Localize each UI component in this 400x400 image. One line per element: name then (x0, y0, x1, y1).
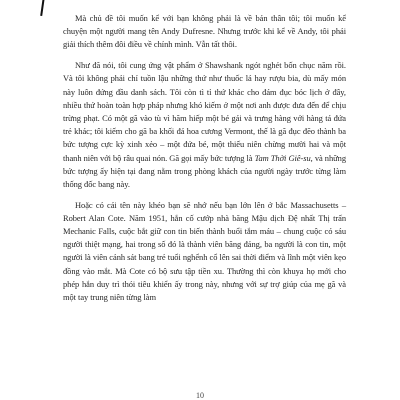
paragraph-text: Mà chủ đề tôi muốn kể với bạn không phải là về bản thân tôi; tôi muốn kể chuyện một người mang tên Andy Dufresne. Nhưng trước khi kể về Andy, tôi phải giải thích thêm đôi điều về chính mình. Vẫn tất thôi. (63, 13, 346, 50)
paragraph-text: , và những bức tượng ấy hiện tại đang nằm trong phòng khách của người ngày trước từng làm thống đốc bang này. (63, 152, 346, 189)
body-text (63, 12, 346, 312)
paragraph (63, 59, 346, 191)
binding-shadow-mark (40, 0, 46, 16)
paragraph-text: Như đã nói, tôi cung ứng vật phẩm ở Shawshank ngót nghét bốn chục năm rồi. Và tôi không phải chỉ tuồn lậu những thứ như thuốc lá hay rượu bia, dù mấy món này luôn đứng đầu danh sách. Tôi còn tì tỉ thứ khác cho đám đục bóc lịch ở đây, nhiều thứ hoàn toàn hợp pháp nhưng khó kiếm ở một nơi anh được đưa đến để chịu trừng phạt. Có một gã vào tù vì hãm hiếp một bé gái và trưng hàng với hàng tá đứa trẻ khác; tôi kiếm cho gã ba khối đá hoa cương Vermont, thế là gã đục đẽo thành ba bức tượng cực kỳ xinh xẻo – một đứa bé, một thiếu niên chừng mười hai và một thanh niên với bộ râu quai nón. Gã gọi mấy bức tượng là (63, 60, 346, 163)
paragraph (63, 12, 346, 52)
paragraph-text: Hoặc có cái tên này khéo bạn sẽ nhớ nếu bạn lớn lên ở bắc Massachusetts – Robert Alan Cote. Năm 1951, hắn cố cướp nhà băng Mậu dịch Đệ nhất Thị trấn Mechanic Falls, cuộc bắt giữ con tin biến thành buổi tắm máu – chung cuộc có sáu người thiệt mạng, hai trong số đó là thành viên băng đảng, ba người là con tin, một người là viên cảnh sát bang trẻ tuổi nghểnh cổ lên sai thời điểm và lĩnh một viên kẹo đồng vào mắt. Mà Cote có bộ sưu tập tiền xu. Thường thì còn khuya họ mới cho phép hắn duy trì thói tiêu khiển ấy trong này, nhưng với sự trợ giúp của mẹ gã và một tay trung niên từng làm (63, 199, 346, 303)
italic-title: Tam Thời Giê-su (254, 152, 311, 163)
page-number: 10 (196, 391, 204, 400)
paragraph (63, 199, 346, 305)
